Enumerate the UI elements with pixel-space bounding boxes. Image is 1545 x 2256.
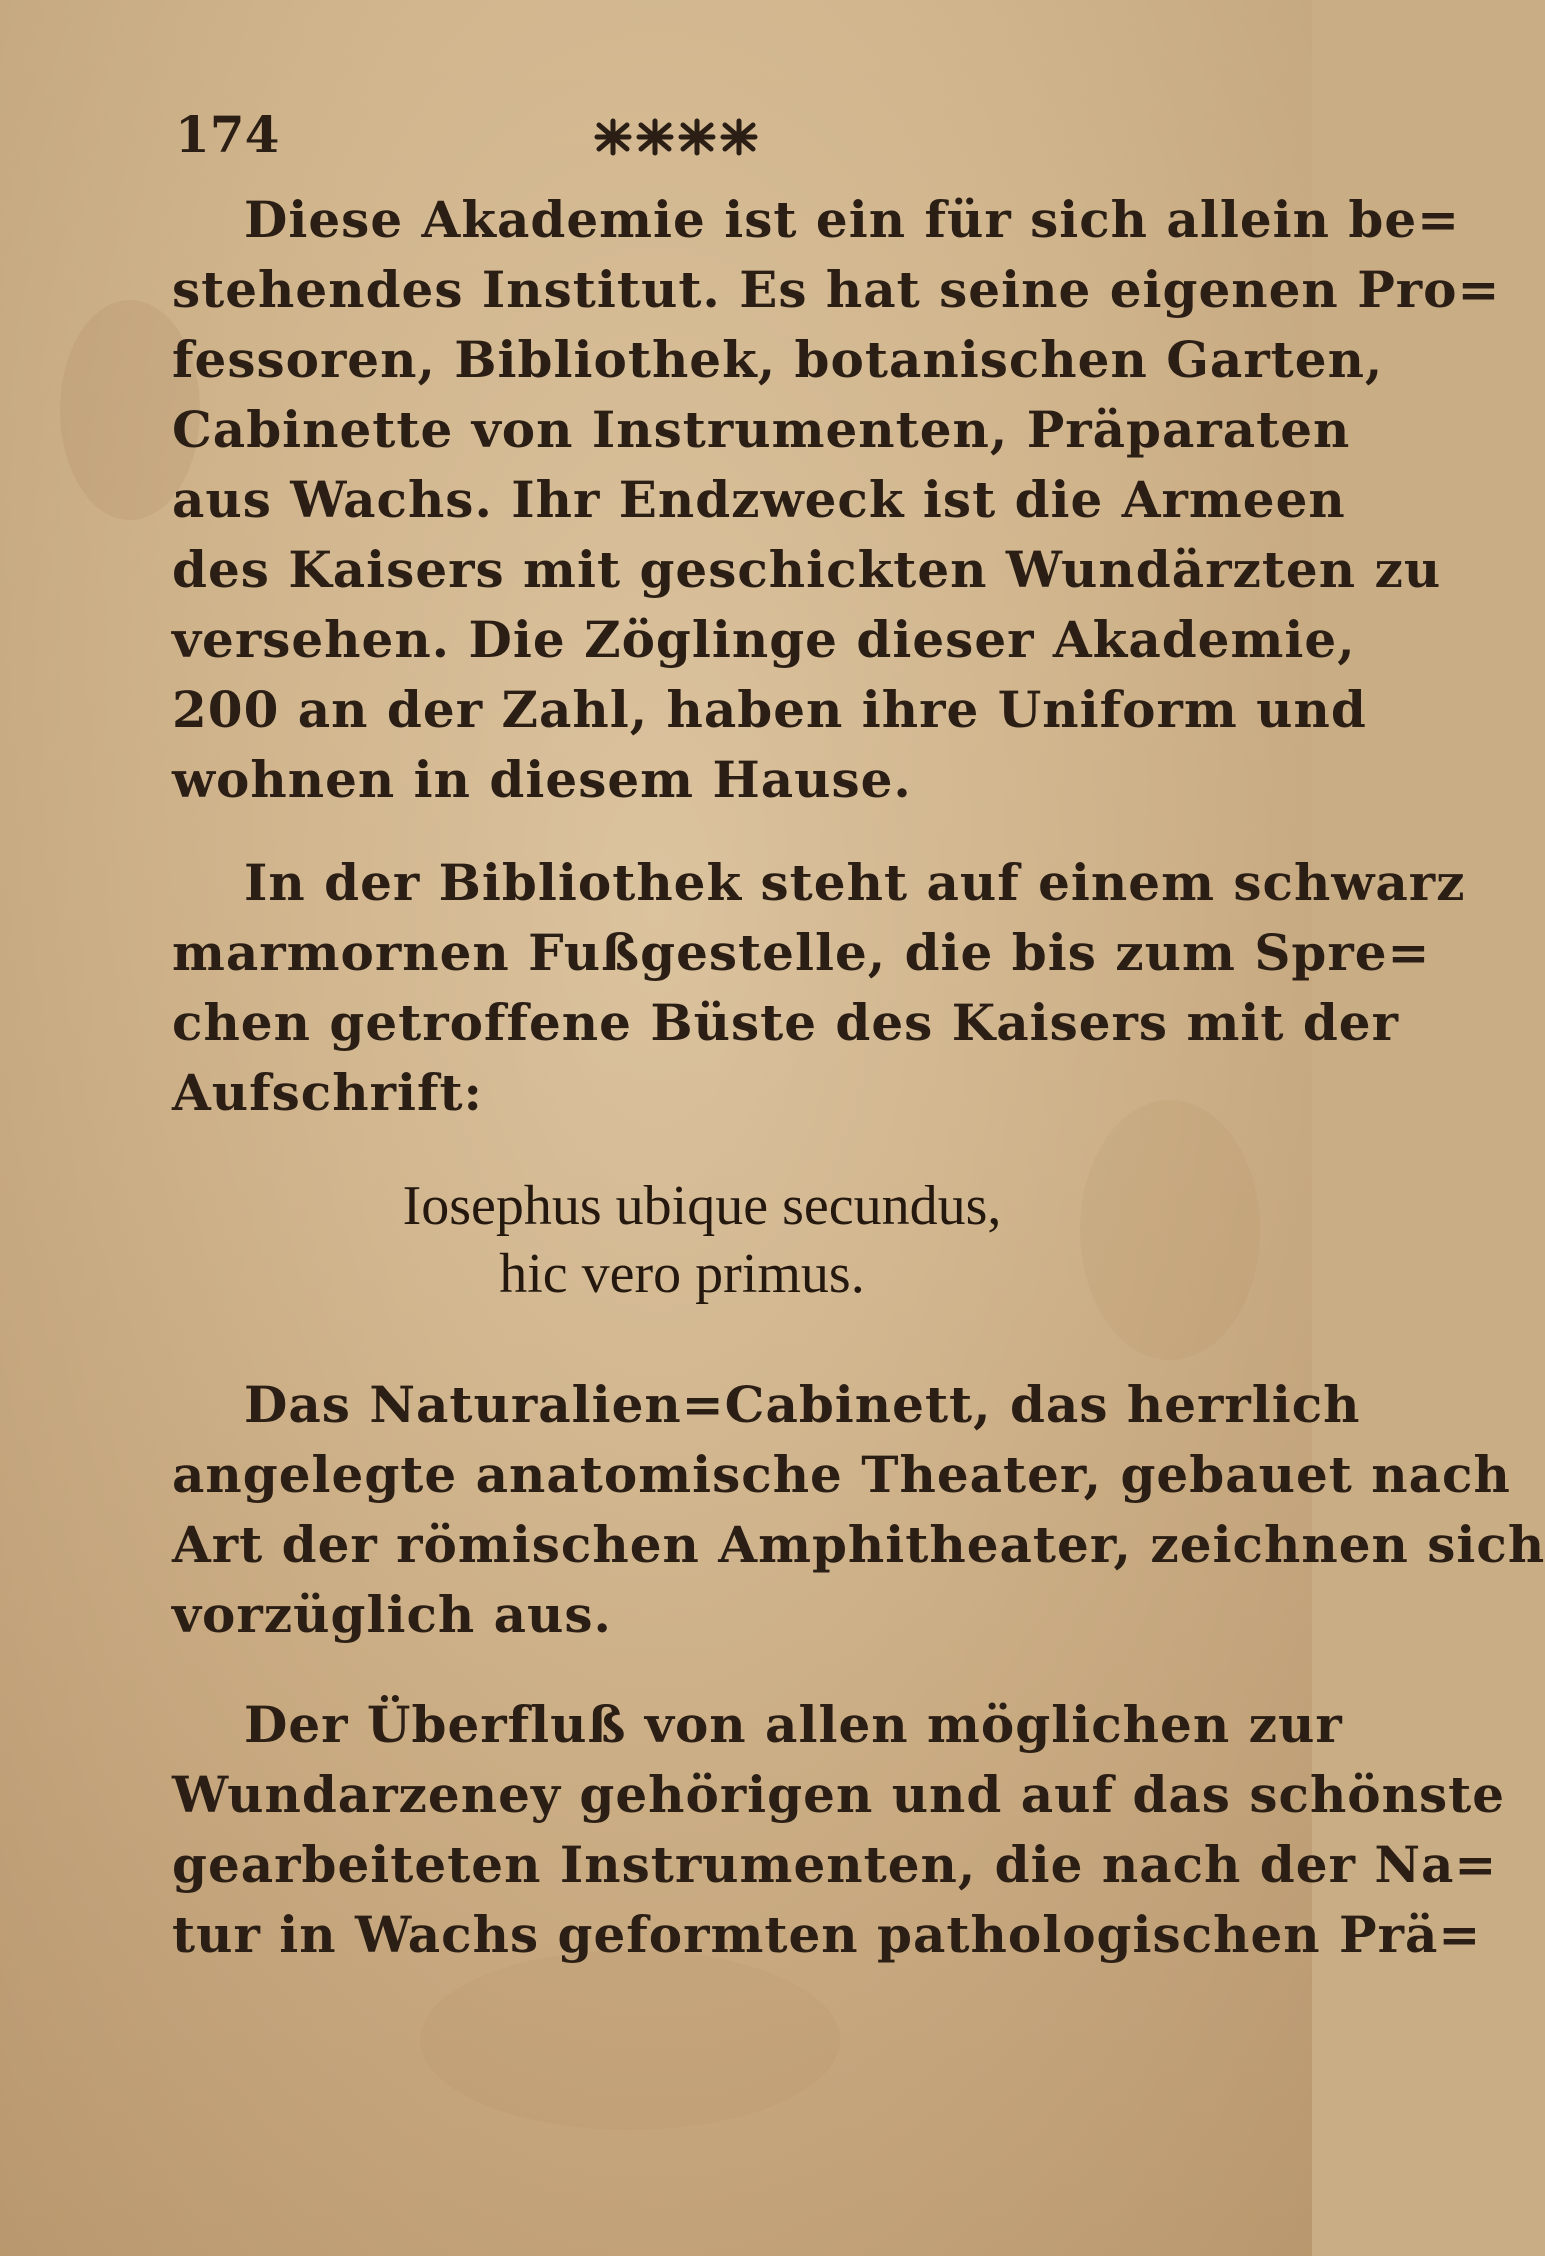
text-line: angelegte anatomische Theater, gebauet nach <box>172 1445 1511 1504</box>
text-line: wohnen in diesem Hause. <box>172 750 912 809</box>
text-line: versehen. Die Zöglinge dieser Akademie, <box>172 610 1356 669</box>
text-line: fessoren, Bibliothek, botanischen Garten, <box>172 330 1384 389</box>
text-line: des Kaisers mit geschickten Wundärzten zu <box>172 540 1442 599</box>
paragraph-naturalien <box>172 1370 1545 1650</box>
paragraph-bibliothek <box>172 848 1466 1128</box>
paper-stain <box>420 1950 840 2130</box>
text-line: Art der römischen Amphitheater, zeichnen sich <box>172 1515 1545 1574</box>
page-header <box>175 105 1185 165</box>
text-line: chen getroffene Büste des Kaisers mit der <box>172 993 1399 1052</box>
text-line: Der Überfluß von allen möglichen zur <box>244 1695 1343 1754</box>
paragraph-ueberfluss <box>172 1690 1506 1970</box>
text-line: Cabinette von Instrumenten, Präparaten <box>172 400 1351 459</box>
ornament-icon <box>593 115 768 159</box>
text-line: Das Naturalien=Cabinett, das herrlich <box>244 1375 1361 1434</box>
text-line: stehendes Institut. Es hat seine eigenen Pro= <box>172 260 1501 319</box>
text-line: Wundarzeney gehörigen und auf das schönste <box>172 1765 1506 1824</box>
text-line: In der Bibliothek steht auf einem schwarz <box>244 853 1466 912</box>
latin-inscription <box>172 1172 1192 1308</box>
text-line: vorzüglich aus. <box>172 1585 612 1644</box>
text-line: aus Wachs. Ihr Endzweck ist die Armeen <box>172 470 1346 529</box>
text-line: gearbeiteten Instrumenten, die nach der Na= <box>172 1835 1498 1894</box>
inscription-line: Iosephus ubique secundus, <box>402 1175 1002 1237</box>
paragraph-akademie <box>172 185 1501 815</box>
text-line: marmornen Fußgestelle, die bis zum Spre= <box>172 923 1431 982</box>
text-line: Diese Akademie ist ein für sich allein be= <box>244 190 1461 249</box>
inscription-line: hic vero primus. <box>499 1243 865 1305</box>
page-number: 174 <box>175 105 280 164</box>
text-line: Aufschrift: <box>172 1063 483 1122</box>
text-line: 200 an der Zahl, haben ihre Uniform und <box>172 680 1367 739</box>
text-line: tur in Wachs geformten pathologischen Prä= <box>172 1905 1482 1964</box>
